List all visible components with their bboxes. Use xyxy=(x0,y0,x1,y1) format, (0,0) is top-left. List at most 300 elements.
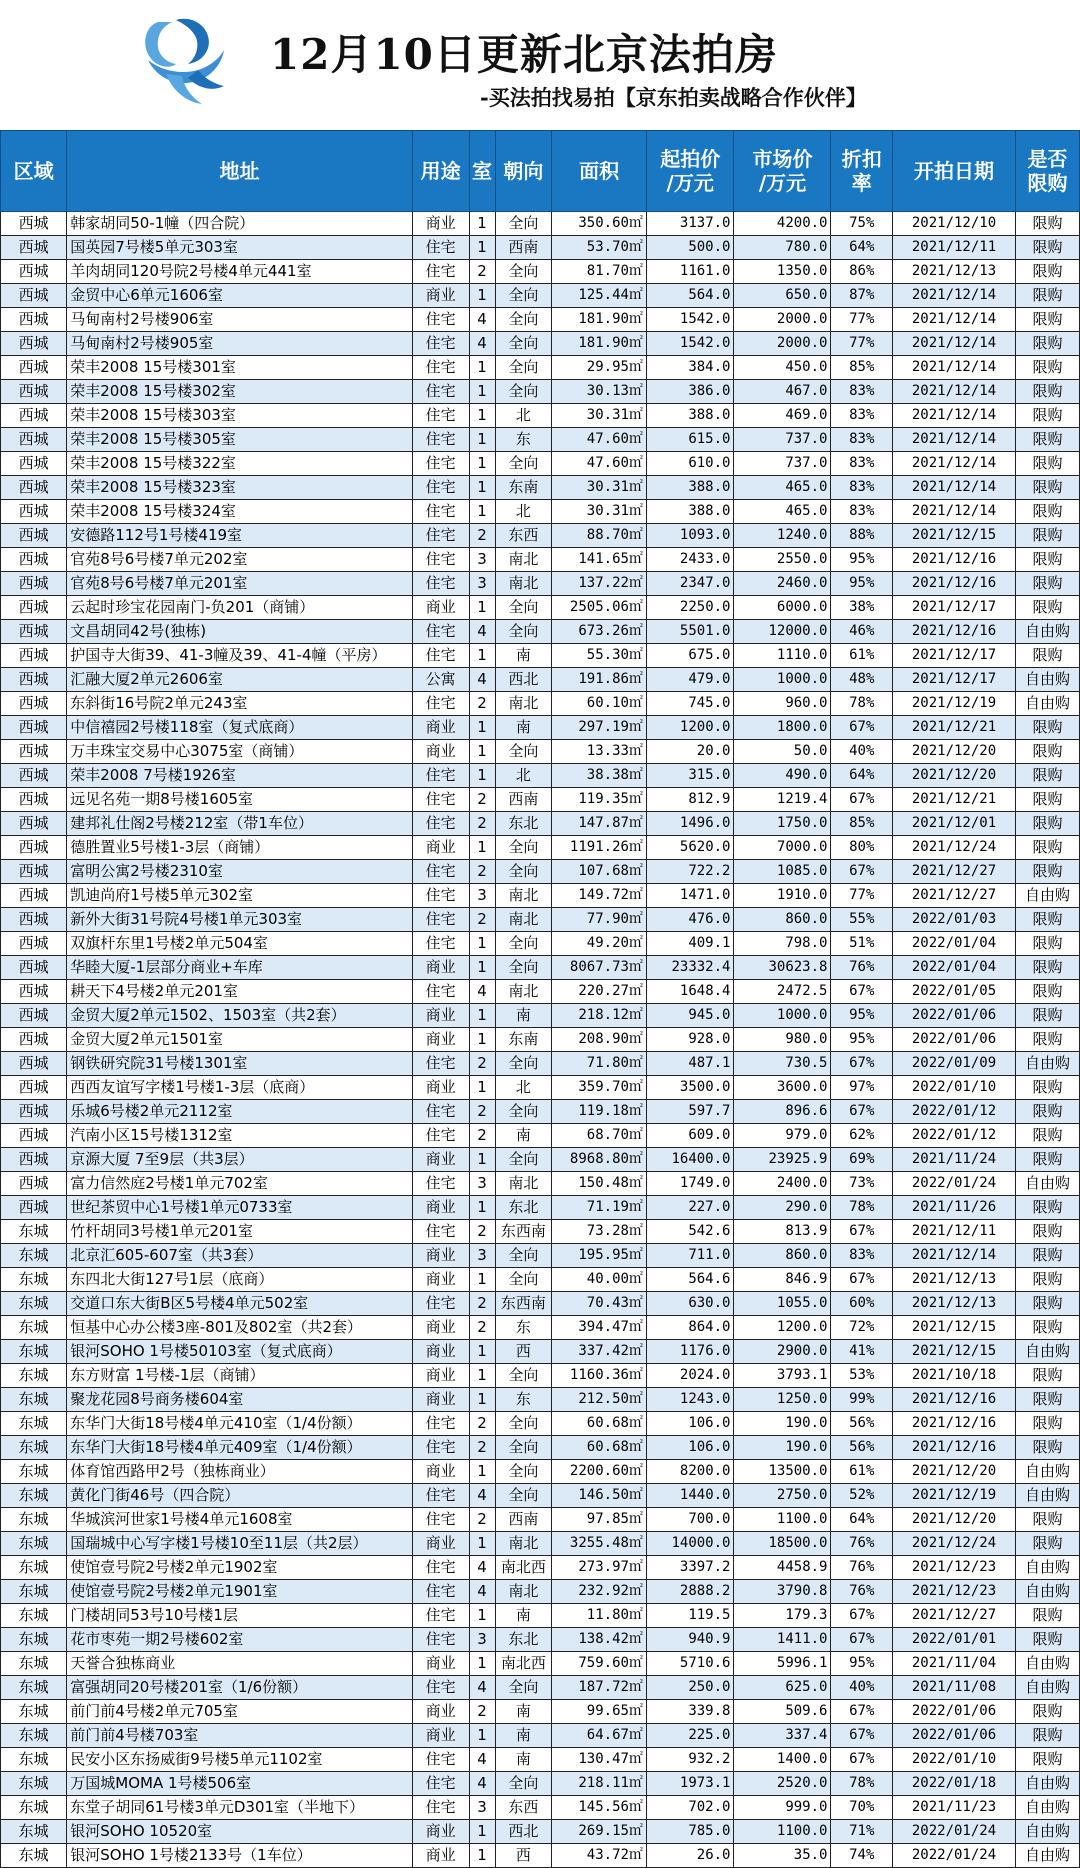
cell-start-price: 3137.0 xyxy=(646,212,734,236)
cell-discount: 62% xyxy=(831,1124,893,1148)
cell-usage: 住宅 xyxy=(412,1412,469,1436)
cell-usage: 商业 xyxy=(412,1148,469,1172)
cell-district: 西城 xyxy=(1,476,67,500)
cell-start-price: 564.0 xyxy=(646,284,734,308)
cell-discount: 95% xyxy=(831,1652,893,1676)
cell-rooms: 4 xyxy=(469,1580,495,1604)
cell-district: 西城 xyxy=(1,764,67,788)
page-subtitle: -买法拍找易拍【京东拍卖战略合作伙伴】 xyxy=(480,85,867,110)
cell-usage: 商业 xyxy=(412,1340,469,1364)
cell-start-price: 609.0 xyxy=(646,1124,734,1148)
cell-area: 49.20㎡ xyxy=(552,932,647,956)
cell-area: 71.19㎡ xyxy=(552,1196,647,1220)
cell-district: 东城 xyxy=(1,1412,67,1436)
cell-rooms: 4 xyxy=(469,1772,495,1796)
cell-orientation: 东北 xyxy=(495,812,552,836)
cell-usage: 商业 xyxy=(412,836,469,860)
cell-auction-date: 2021/12/15 xyxy=(893,524,1016,548)
cell-area: 218.12㎡ xyxy=(552,1004,647,1028)
cell-start-price: 702.0 xyxy=(646,1796,734,1820)
cell-discount: 78% xyxy=(831,1196,893,1220)
cell-discount: 74% xyxy=(831,1844,893,1868)
cell-rooms: 4 xyxy=(469,620,495,644)
cell-market-price: 896.6 xyxy=(734,1100,831,1124)
cell-auction-date: 2021/12/16 xyxy=(893,1436,1016,1460)
cell-rooms: 1 xyxy=(469,380,495,404)
cell-orientation: 全向 xyxy=(495,212,552,236)
cell-area: 350.60㎡ xyxy=(552,212,647,236)
cell-usage: 住宅 xyxy=(412,1580,469,1604)
cell-rooms: 2 xyxy=(469,1100,495,1124)
cell-usage: 商业 xyxy=(412,716,469,740)
cell-auction-date: 2022/01/24 xyxy=(893,1172,1016,1196)
cell-orientation: 东北 xyxy=(495,1628,552,1652)
cell-market-price: 179.3 xyxy=(734,1604,831,1628)
cell-rooms: 1 xyxy=(469,1196,495,1220)
cell-discount: 95% xyxy=(831,572,893,596)
cell-address: 金贸大厦2单元1502、1503室（共2套） xyxy=(67,1004,412,1028)
cell-usage: 住宅 xyxy=(412,1220,469,1244)
cell-market-price: 3793.1 xyxy=(734,1364,831,1388)
cell-area: 181.90㎡ xyxy=(552,332,647,356)
cell-discount: 75% xyxy=(831,212,893,236)
cell-rooms: 2 xyxy=(469,1700,495,1724)
cell-start-price: 388.0 xyxy=(646,500,734,524)
cell-purchase-limit: 自由购 xyxy=(1016,668,1080,692)
cell-usage: 商业 xyxy=(412,956,469,980)
cell-discount: 76% xyxy=(831,1532,893,1556)
cell-purchase-limit: 限购 xyxy=(1016,548,1080,572)
cell-rooms: 1 xyxy=(469,956,495,980)
cell-address: 万国城MOMA 1号楼506室 xyxy=(67,1772,412,1796)
cell-usage: 住宅 xyxy=(412,260,469,284)
cell-area: 218.11㎡ xyxy=(552,1772,647,1796)
cell-discount: 64% xyxy=(831,764,893,788)
cell-address: 荣丰2008 15号楼323室 xyxy=(67,476,412,500)
cell-auction-date: 2021/12/20 xyxy=(893,1460,1016,1484)
cell-rooms: 1 xyxy=(469,644,495,668)
cell-usage: 住宅 xyxy=(412,932,469,956)
cell-usage: 商业 xyxy=(412,212,469,236)
cell-discount: 97% xyxy=(831,1076,893,1100)
cell-market-price: 5996.1 xyxy=(734,1652,831,1676)
cell-usage: 住宅 xyxy=(412,1604,469,1628)
table-row xyxy=(1,1580,1080,1604)
cell-purchase-limit: 限购 xyxy=(1016,716,1080,740)
cell-area: 60.10㎡ xyxy=(552,692,647,716)
cell-purchase-limit: 限购 xyxy=(1016,1100,1080,1124)
cell-market-price: 290.0 xyxy=(734,1196,831,1220)
cell-district: 东城 xyxy=(1,1340,67,1364)
cell-auction-date: 2021/12/17 xyxy=(893,668,1016,692)
table-row xyxy=(1,596,1080,620)
cell-district: 西城 xyxy=(1,1100,67,1124)
cell-start-price: 16400.0 xyxy=(646,1148,734,1172)
cell-rooms: 1 xyxy=(469,1028,495,1052)
cell-start-price: 1471.0 xyxy=(646,884,734,908)
cell-market-price: 12000.0 xyxy=(734,620,831,644)
cell-district: 西城 xyxy=(1,620,67,644)
cell-usage: 住宅 xyxy=(412,236,469,260)
cell-start-price: 1496.0 xyxy=(646,812,734,836)
cell-district: 西城 xyxy=(1,908,67,932)
cell-usage: 住宅 xyxy=(412,812,469,836)
cell-orientation: 南北 xyxy=(495,548,552,572)
cell-usage: 商业 xyxy=(412,1388,469,1412)
cell-area: 2505.06㎡ xyxy=(552,596,647,620)
cell-address: 富力信然庭2号楼1单元702室 xyxy=(67,1172,412,1196)
cell-district: 西城 xyxy=(1,1004,67,1028)
cell-auction-date: 2022/01/12 xyxy=(893,1100,1016,1124)
table-row xyxy=(1,332,1080,356)
cell-district: 西城 xyxy=(1,332,67,356)
cell-start-price: 1440.0 xyxy=(646,1484,734,1508)
cell-market-price: 1750.0 xyxy=(734,812,831,836)
cell-purchase-limit: 自由购 xyxy=(1016,1460,1080,1484)
col-header-address: 地址 xyxy=(67,131,412,212)
table-row xyxy=(1,1604,1080,1628)
cell-orientation: 全向 xyxy=(495,860,552,884)
cell-rooms: 1 xyxy=(469,452,495,476)
cell-district: 东城 xyxy=(1,1220,67,1244)
cell-start-price: 1200.0 xyxy=(646,716,734,740)
cell-district: 东城 xyxy=(1,1388,67,1412)
cell-purchase-limit: 限购 xyxy=(1016,788,1080,812)
cell-area: 1160.36㎡ xyxy=(552,1364,647,1388)
cell-purchase-limit: 限购 xyxy=(1016,1748,1080,1772)
cell-district: 西城 xyxy=(1,1076,67,1100)
cell-orientation: 全向 xyxy=(495,1676,552,1700)
cell-usage: 商业 xyxy=(412,1196,469,1220)
cell-start-price: 250.0 xyxy=(646,1676,734,1700)
cell-district: 东城 xyxy=(1,1460,67,1484)
cell-rooms: 2 xyxy=(469,260,495,284)
cell-market-price: 467.0 xyxy=(734,380,831,404)
cell-address: 花市枣苑一期2号楼602室 xyxy=(67,1628,412,1652)
cell-rooms: 1 xyxy=(469,1076,495,1100)
cell-district: 西城 xyxy=(1,980,67,1004)
cell-market-price: 1400.0 xyxy=(734,1748,831,1772)
cell-start-price: 315.0 xyxy=(646,764,734,788)
cell-address: 中信禧园2号楼118室（复式底商） xyxy=(67,716,412,740)
cell-market-price: 337.4 xyxy=(734,1724,831,1748)
cell-auction-date: 2021/12/14 xyxy=(893,380,1016,404)
cell-district: 西城 xyxy=(1,500,67,524)
cell-address: 官苑8号6号楼7单元201室 xyxy=(67,572,412,596)
cell-market-price: 509.6 xyxy=(734,1700,831,1724)
cell-auction-date: 2022/01/06 xyxy=(893,1724,1016,1748)
cell-discount: 38% xyxy=(831,596,893,620)
cell-discount: 55% xyxy=(831,908,893,932)
cell-area: 232.92㎡ xyxy=(552,1580,647,1604)
cell-orientation: 南北 xyxy=(495,692,552,716)
cell-rooms: 4 xyxy=(469,332,495,356)
cell-discount: 83% xyxy=(831,404,893,428)
cell-rooms: 2 xyxy=(469,812,495,836)
cell-discount: 53% xyxy=(831,1364,893,1388)
cell-market-price: 465.0 xyxy=(734,476,831,500)
cell-start-price: 1243.0 xyxy=(646,1388,734,1412)
cell-orientation: 全向 xyxy=(495,1772,552,1796)
cell-area: 70.43㎡ xyxy=(552,1292,647,1316)
cell-purchase-limit: 限购 xyxy=(1016,1532,1080,1556)
cell-orientation: 东 xyxy=(495,1388,552,1412)
cell-rooms: 3 xyxy=(469,572,495,596)
cell-orientation: 东南 xyxy=(495,1028,552,1052)
table-row xyxy=(1,524,1080,548)
cell-area: 55.30㎡ xyxy=(552,644,647,668)
cell-discount: 77% xyxy=(831,332,893,356)
table-row xyxy=(1,1772,1080,1796)
cell-discount: 67% xyxy=(831,860,893,884)
cell-start-price: 722.2 xyxy=(646,860,734,884)
cell-address: 东四北大街127号1层（底商） xyxy=(67,1268,412,1292)
cell-usage: 商业 xyxy=(412,1652,469,1676)
cell-area: 181.90㎡ xyxy=(552,308,647,332)
cell-area: 137.22㎡ xyxy=(552,572,647,596)
cell-purchase-limit: 限购 xyxy=(1016,1124,1080,1148)
cell-usage: 住宅 xyxy=(412,788,469,812)
cell-auction-date: 2022/01/04 xyxy=(893,956,1016,980)
cell-market-price: 2550.0 xyxy=(734,548,831,572)
cell-orientation: 东西南 xyxy=(495,1220,552,1244)
table-row xyxy=(1,1484,1080,1508)
cell-market-price: 2400.0 xyxy=(734,1172,831,1196)
cell-auction-date: 2021/12/14 xyxy=(893,500,1016,524)
cell-orientation: 全向 xyxy=(495,956,552,980)
cell-area: 64.67㎡ xyxy=(552,1724,647,1748)
cell-address: 交道口东大街B区5号楼4单元502室 xyxy=(67,1292,412,1316)
cell-purchase-limit: 限购 xyxy=(1016,1724,1080,1748)
cell-purchase-limit: 限购 xyxy=(1016,1316,1080,1340)
table-row xyxy=(1,1676,1080,1700)
cell-start-price: 2433.0 xyxy=(646,548,734,572)
cell-purchase-limit: 限购 xyxy=(1016,1148,1080,1172)
cell-start-price: 225.0 xyxy=(646,1724,734,1748)
cell-rooms: 1 xyxy=(469,1460,495,1484)
cell-rooms: 3 xyxy=(469,884,495,908)
cell-discount: 67% xyxy=(831,1628,893,1652)
cell-district: 东城 xyxy=(1,1796,67,1820)
cell-usage: 住宅 xyxy=(412,452,469,476)
cell-start-price: 2250.0 xyxy=(646,596,734,620)
cell-auction-date: 2021/12/15 xyxy=(893,1316,1016,1340)
cell-usage: 商业 xyxy=(412,1460,469,1484)
cell-address: 金贸大厦2单元1501室 xyxy=(67,1028,412,1052)
cell-orientation: 全向 xyxy=(495,380,552,404)
cell-discount: 41% xyxy=(831,1340,893,1364)
cell-address: 金贸中心6单元1606室 xyxy=(67,284,412,308)
cell-address: 双旗杆东里1号楼2单元504室 xyxy=(67,932,412,956)
cell-market-price: 1250.0 xyxy=(734,1388,831,1412)
cell-start-price: 20.0 xyxy=(646,740,734,764)
cell-discount: 67% xyxy=(831,1604,893,1628)
cell-district: 东城 xyxy=(1,1532,67,1556)
cell-market-price: 625.0 xyxy=(734,1676,831,1700)
cell-usage: 住宅 xyxy=(412,1436,469,1460)
cell-area: 68.70㎡ xyxy=(552,1124,647,1148)
cell-district: 西城 xyxy=(1,1052,67,1076)
cell-orientation: 全向 xyxy=(495,1268,552,1292)
cell-market-price: 465.0 xyxy=(734,500,831,524)
cell-auction-date: 2021/12/13 xyxy=(893,1268,1016,1292)
cell-orientation: 南北西 xyxy=(495,1556,552,1580)
table-row xyxy=(1,1196,1080,1220)
table-row xyxy=(1,884,1080,908)
cell-orientation: 西南 xyxy=(495,236,552,260)
cell-auction-date: 2021/12/13 xyxy=(893,260,1016,284)
cell-district: 西城 xyxy=(1,956,67,980)
cell-discount: 76% xyxy=(831,1556,893,1580)
cell-district: 西城 xyxy=(1,572,67,596)
cell-area: 71.80㎡ xyxy=(552,1052,647,1076)
table-row xyxy=(1,1388,1080,1412)
cell-usage: 商业 xyxy=(412,1724,469,1748)
cell-district: 西城 xyxy=(1,284,67,308)
table-row xyxy=(1,644,1080,668)
cell-orientation: 全向 xyxy=(495,260,552,284)
cell-market-price: 2750.0 xyxy=(734,1484,831,1508)
cell-area: 220.27㎡ xyxy=(552,980,647,1004)
table-row xyxy=(1,1028,1080,1052)
table-row xyxy=(1,956,1080,980)
cell-address: 荣丰2008 15号楼303室 xyxy=(67,404,412,428)
cell-district: 西城 xyxy=(1,452,67,476)
table-row xyxy=(1,1220,1080,1244)
cell-purchase-limit: 限购 xyxy=(1016,1196,1080,1220)
cell-auction-date: 2021/12/14 xyxy=(893,332,1016,356)
cell-discount: 48% xyxy=(831,668,893,692)
cell-area: 1191.26㎡ xyxy=(552,836,647,860)
cell-market-price: 469.0 xyxy=(734,404,831,428)
cell-district: 西城 xyxy=(1,548,67,572)
cell-market-price: 737.0 xyxy=(734,428,831,452)
cell-start-price: 106.0 xyxy=(646,1436,734,1460)
cell-rooms: 1 xyxy=(469,212,495,236)
cell-rooms: 1 xyxy=(469,1388,495,1412)
cell-address: 荣丰2008 7号楼1926室 xyxy=(67,764,412,788)
cell-usage: 住宅 xyxy=(412,908,469,932)
cell-address: 富明公寓2号楼2310室 xyxy=(67,860,412,884)
cell-usage: 住宅 xyxy=(412,620,469,644)
cell-orientation: 东北 xyxy=(495,1196,552,1220)
cell-start-price: 864.0 xyxy=(646,1316,734,1340)
cell-district: 西城 xyxy=(1,308,67,332)
cell-usage: 住宅 xyxy=(412,1508,469,1532)
cell-discount: 85% xyxy=(831,356,893,380)
cell-usage: 公寓 xyxy=(412,668,469,692)
cell-rooms: 1 xyxy=(469,1652,495,1676)
cell-address: 聚龙花园8号商务楼604室 xyxy=(67,1388,412,1412)
cell-market-price: 860.0 xyxy=(734,908,831,932)
page-header xyxy=(0,0,1080,130)
col-header-orientation: 朝向 xyxy=(495,131,552,212)
cell-start-price: 2347.0 xyxy=(646,572,734,596)
cell-rooms: 1 xyxy=(469,500,495,524)
cell-area: 195.95㎡ xyxy=(552,1244,647,1268)
cell-area: 145.56㎡ xyxy=(552,1796,647,1820)
cell-purchase-limit: 自由购 xyxy=(1016,1484,1080,1508)
cell-usage: 商业 xyxy=(412,1364,469,1388)
cell-start-price: 675.0 xyxy=(646,644,734,668)
cell-usage: 住宅 xyxy=(412,428,469,452)
cell-discount: 87% xyxy=(831,284,893,308)
cell-market-price: 6000.0 xyxy=(734,596,831,620)
cell-start-price: 500.0 xyxy=(646,236,734,260)
cell-discount: 86% xyxy=(831,260,893,284)
cell-start-price: 2888.2 xyxy=(646,1580,734,1604)
cell-purchase-limit: 自由购 xyxy=(1016,1580,1080,1604)
cell-district: 东城 xyxy=(1,1244,67,1268)
cell-market-price: 4458.9 xyxy=(734,1556,831,1580)
cell-auction-date: 2021/12/14 xyxy=(893,1244,1016,1268)
cell-discount: 83% xyxy=(831,1244,893,1268)
cell-usage: 住宅 xyxy=(412,1748,469,1772)
cell-purchase-limit: 限购 xyxy=(1016,1628,1080,1652)
cell-purchase-limit: 自由购 xyxy=(1016,1676,1080,1700)
cell-area: 337.42㎡ xyxy=(552,1340,647,1364)
cell-market-price: 13500.0 xyxy=(734,1460,831,1484)
col-header-auction-date: 开拍日期 xyxy=(893,131,1016,212)
cell-orientation: 西北 xyxy=(495,1820,552,1844)
cell-usage: 商业 xyxy=(412,1844,469,1868)
cell-purchase-limit: 限购 xyxy=(1016,572,1080,596)
cell-usage: 商业 xyxy=(412,1004,469,1028)
col-header-discount: 折扣 率 xyxy=(831,131,893,212)
cell-discount: 64% xyxy=(831,236,893,260)
cell-usage: 商业 xyxy=(412,1700,469,1724)
cell-orientation: 全向 xyxy=(495,1148,552,1172)
cell-address: 国英园7号楼5单元303室 xyxy=(67,236,412,260)
cell-purchase-limit: 限购 xyxy=(1016,500,1080,524)
cell-district: 西城 xyxy=(1,884,67,908)
cell-auction-date: 2021/11/08 xyxy=(893,1676,1016,1700)
cell-discount: 88% xyxy=(831,524,893,548)
cell-orientation: 西北 xyxy=(495,668,552,692)
cell-address: 东华门大街18号楼4单元410室（1/4份额） xyxy=(67,1412,412,1436)
cell-rooms: 1 xyxy=(469,596,495,620)
cell-start-price: 5710.6 xyxy=(646,1652,734,1676)
cell-rooms: 3 xyxy=(469,1796,495,1820)
cell-rooms: 1 xyxy=(469,1844,495,1868)
cell-auction-date: 2021/12/23 xyxy=(893,1580,1016,1604)
cell-orientation: 南 xyxy=(495,644,552,668)
cell-address: 银河SOHO 1号楼2133号（1车位） xyxy=(67,1844,412,1868)
cell-start-price: 1542.0 xyxy=(646,308,734,332)
cell-market-price: 999.0 xyxy=(734,1796,831,1820)
cell-district: 西城 xyxy=(1,788,67,812)
table-row xyxy=(1,1076,1080,1100)
cell-address: 官苑8号6号楼7单元202室 xyxy=(67,548,412,572)
cell-auction-date: 2021/10/18 xyxy=(893,1364,1016,1388)
cell-area: 29.95㎡ xyxy=(552,356,647,380)
cell-address: 钢铁研究院31号楼1301室 xyxy=(67,1052,412,1076)
cell-orientation: 南 xyxy=(495,1700,552,1724)
cell-purchase-limit: 限购 xyxy=(1016,356,1080,380)
cell-discount: 72% xyxy=(831,1316,893,1340)
cell-discount: 46% xyxy=(831,620,893,644)
table-row xyxy=(1,1100,1080,1124)
cell-district: 东城 xyxy=(1,1556,67,1580)
table-row xyxy=(1,1148,1080,1172)
cell-address: 银河SOHO 1号楼50103室（复式底商） xyxy=(67,1340,412,1364)
cell-auction-date: 2022/01/04 xyxy=(893,932,1016,956)
cell-area: 150.48㎡ xyxy=(552,1172,647,1196)
cell-purchase-limit: 限购 xyxy=(1016,596,1080,620)
cell-rooms: 4 xyxy=(469,1556,495,1580)
cell-market-price: 190.0 xyxy=(734,1436,831,1460)
cell-rooms: 1 xyxy=(469,236,495,260)
